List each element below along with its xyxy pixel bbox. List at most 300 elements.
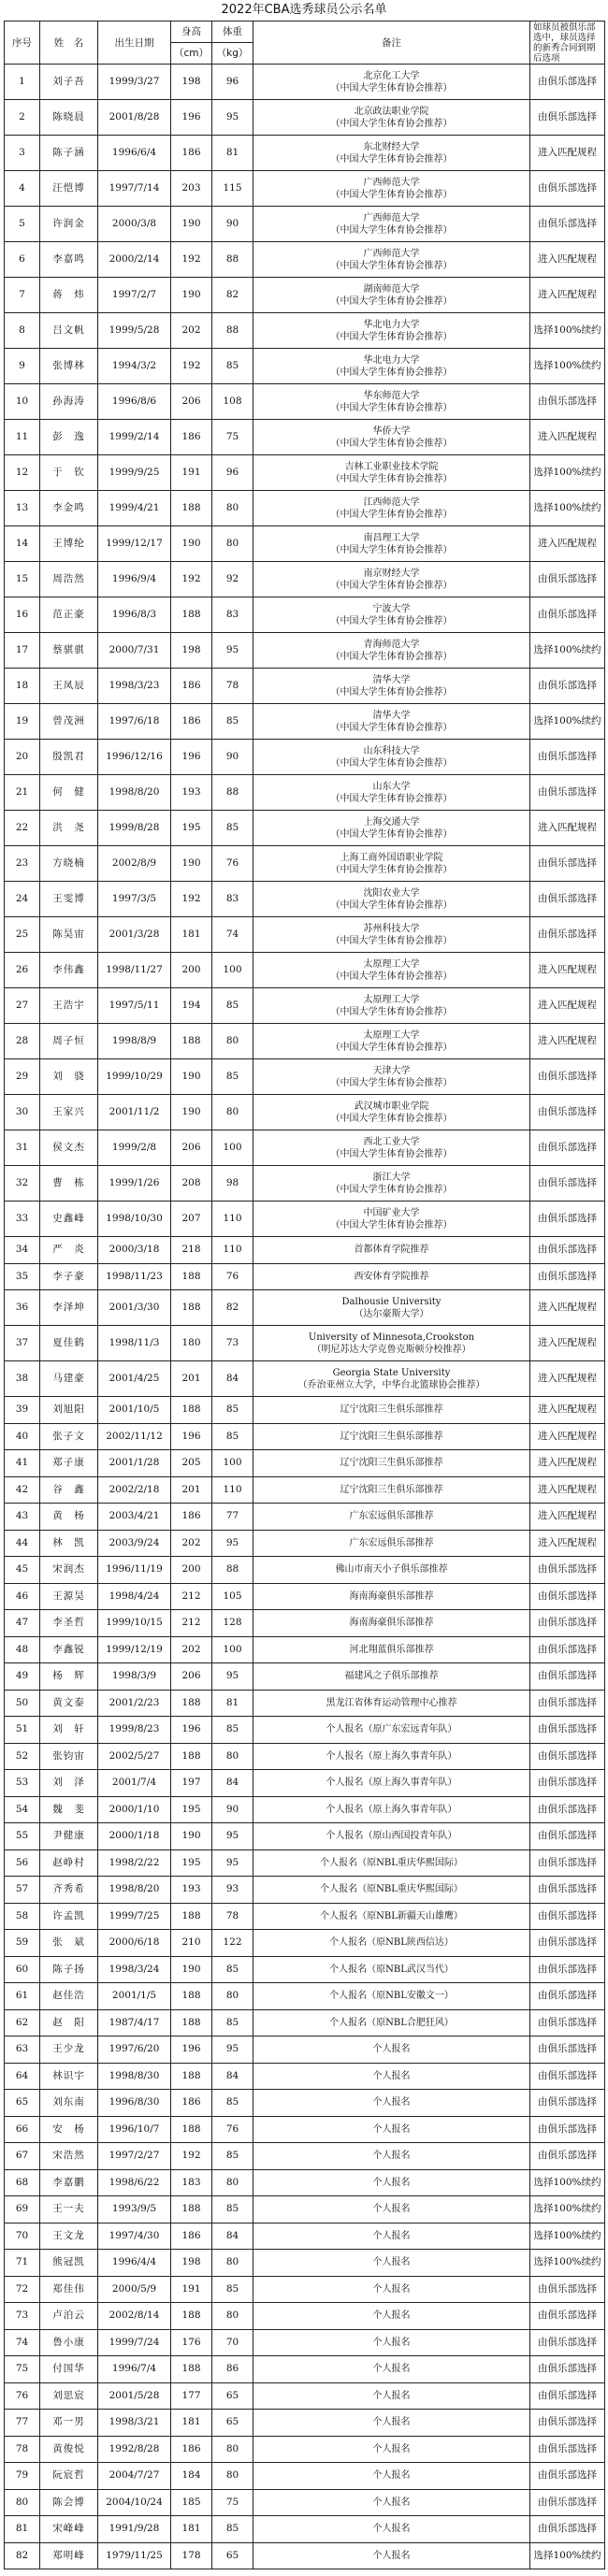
birth-date: 2002/8/14 bbox=[98, 2303, 171, 2330]
remark bbox=[253, 1743, 530, 1770]
row-number: 57 bbox=[5, 1877, 40, 1904]
player-name: 吕文帆 bbox=[40, 313, 98, 349]
header-weight-unit: （kg） bbox=[212, 43, 253, 65]
remark bbox=[253, 2169, 530, 2196]
weight-value: 95 bbox=[212, 633, 253, 669]
birth-date: 1998/3/23 bbox=[98, 669, 171, 704]
remark bbox=[253, 384, 530, 420]
remark-line: 个人报名 bbox=[372, 2123, 411, 2135]
table-row bbox=[5, 384, 605, 420]
height-value: 206 bbox=[171, 384, 212, 420]
birth-date: 1998/8/20 bbox=[98, 775, 171, 811]
header-index: 序号 bbox=[5, 22, 40, 65]
remark bbox=[253, 811, 530, 846]
height-value: 190 bbox=[171, 1823, 212, 1850]
remark bbox=[253, 526, 530, 562]
player-name: 史鑫峰 bbox=[40, 1202, 98, 1237]
player-name: 李金鸣 bbox=[40, 491, 98, 526]
weight-value: 80 bbox=[212, 1743, 253, 1770]
table-row bbox=[5, 65, 605, 100]
row-number: 29 bbox=[5, 1059, 40, 1095]
table-row bbox=[5, 2382, 605, 2410]
remark-line: 个人报名 bbox=[372, 2390, 411, 2401]
birth-date: 1999/8/23 bbox=[98, 1717, 171, 1744]
remark bbox=[253, 1263, 530, 1290]
remark bbox=[253, 1361, 530, 1397]
player-name: 孙海涛 bbox=[40, 384, 98, 420]
contract-option: 进入匹配规程 bbox=[530, 1530, 605, 1557]
contract-option: 由俱乐部选择 bbox=[530, 1263, 605, 1290]
contract-option: 进入匹配规程 bbox=[530, 811, 605, 846]
remark-line: Dalhousie University bbox=[341, 1296, 442, 1307]
height-value: 197 bbox=[171, 1770, 212, 1797]
remark-line: 个人报名 bbox=[372, 2097, 411, 2108]
height-value: 212 bbox=[171, 1583, 212, 1610]
height-value: 205 bbox=[171, 1450, 212, 1477]
contract-option: 选择100%续约 bbox=[530, 455, 605, 491]
player-name: 王源昊 bbox=[40, 1583, 98, 1610]
contract-option: 选择100%续约 bbox=[530, 2250, 605, 2277]
birth-date: 1999/5/28 bbox=[98, 313, 171, 349]
row-number: 55 bbox=[5, 1823, 40, 1850]
player-name: 李嘉鹏 bbox=[40, 2169, 98, 2196]
remark-line: （中国大学生体育协会推荐） bbox=[330, 1184, 453, 1195]
remark-line: （中国大学生体育协会推荐） bbox=[330, 544, 453, 555]
remark-line: （中国大学生体育协会推荐） bbox=[330, 1113, 453, 1124]
table-row bbox=[5, 1663, 605, 1691]
table-row bbox=[5, 1583, 605, 1610]
player-name: 尹健康 bbox=[40, 1823, 98, 1850]
remark bbox=[253, 65, 530, 100]
weight-value: 65 bbox=[212, 2542, 253, 2569]
birth-date: 1992/8/28 bbox=[98, 2436, 171, 2463]
player-name: 夏佳鹤 bbox=[40, 1326, 98, 1361]
player-name: 殷凯君 bbox=[40, 740, 98, 775]
row-number: 80 bbox=[5, 2489, 40, 2516]
weight-value: 85 bbox=[212, 811, 253, 846]
table-row bbox=[5, 1903, 605, 1930]
remark-line: 个人报名 bbox=[372, 2151, 411, 2162]
height-value: 206 bbox=[171, 1663, 212, 1691]
player-name: 王一夫 bbox=[40, 2196, 98, 2223]
birth-date: 1996/6/4 bbox=[98, 136, 171, 171]
table-row bbox=[5, 2169, 605, 2196]
player-name: 刘旭阳 bbox=[40, 1397, 98, 1424]
header-contract-option: 如球员被俱乐部选中，球员选择的新秀合同到期后选项 bbox=[530, 22, 605, 65]
remark-line: 个人报名（原NBL合肥狂风） bbox=[329, 2017, 454, 2028]
weight-value: 98 bbox=[212, 1166, 253, 1202]
weight-value: 122 bbox=[212, 1930, 253, 1957]
birth-date: 2001/2/23 bbox=[98, 1690, 171, 1717]
row-number: 30 bbox=[5, 1095, 40, 1130]
remark-line: 东北财经大学 bbox=[363, 141, 420, 152]
row-number: 82 bbox=[5, 2542, 40, 2569]
remark-line: 个人报名（原NBL重庆华熙国际） bbox=[320, 1884, 463, 1895]
row-number: 7 bbox=[5, 278, 40, 313]
remark bbox=[253, 100, 530, 136]
birth-date: 1997/6/20 bbox=[98, 2036, 171, 2064]
row-number: 67 bbox=[5, 2143, 40, 2170]
remark-line: （中国大学生体育协会推荐） bbox=[330, 757, 453, 769]
contract-option: 由俱乐部选择 bbox=[530, 1166, 605, 1202]
height-value: 192 bbox=[171, 349, 212, 384]
player-name: 陈晓晨 bbox=[40, 100, 98, 136]
row-number: 23 bbox=[5, 846, 40, 882]
remark-line: 个人报名（原NBL陕西信达） bbox=[329, 1937, 454, 1949]
contract-option: 由俱乐部选择 bbox=[530, 1557, 605, 1584]
remark-line: 个人报名 bbox=[372, 2364, 411, 2375]
height-value: 192 bbox=[171, 242, 212, 278]
birth-date: 1997/2/7 bbox=[98, 278, 171, 313]
remark-line: 武汉城市职业学院 bbox=[354, 1101, 429, 1112]
table-row bbox=[5, 2436, 605, 2463]
weight-value: 115 bbox=[212, 171, 253, 207]
remark bbox=[253, 2489, 530, 2516]
player-name: 赵峥村 bbox=[40, 1849, 98, 1877]
table-row bbox=[5, 491, 605, 526]
weight-value: 95 bbox=[212, 1849, 253, 1877]
player-name: 方晓楠 bbox=[40, 846, 98, 882]
remark-line: 山东大学 bbox=[372, 781, 411, 792]
row-number: 22 bbox=[5, 811, 40, 846]
player-name: 许润金 bbox=[40, 207, 98, 242]
remark-line: 中国矿业大学 bbox=[363, 1207, 420, 1218]
header-row bbox=[5, 22, 605, 43]
height-value: 176 bbox=[171, 2329, 212, 2356]
birth-date: 1996/10/7 bbox=[98, 2116, 171, 2143]
player-name: 刘思宸 bbox=[40, 2382, 98, 2410]
player-name: 李圣哲 bbox=[40, 1610, 98, 1637]
height-value: 186 bbox=[171, 420, 212, 455]
weight-value: 95 bbox=[212, 1530, 253, 1557]
remark-line: 华北电力大学 bbox=[363, 354, 420, 366]
table-row bbox=[5, 1770, 605, 1797]
contract-option: 由俱乐部选择 bbox=[530, 2436, 605, 2463]
weight-value: 86 bbox=[212, 2356, 253, 2383]
player-name: 李子豪 bbox=[40, 1263, 98, 1290]
remark bbox=[253, 1717, 530, 1744]
birth-date: 1997/6/18 bbox=[98, 704, 171, 740]
row-number: 58 bbox=[5, 1903, 40, 1930]
contract-option: 选择100%续约 bbox=[530, 349, 605, 384]
weight-value: 85 bbox=[212, 1397, 253, 1424]
height-value: 194 bbox=[171, 988, 212, 1024]
weight-value: 75 bbox=[212, 2489, 253, 2516]
player-name: 刘子吾 bbox=[40, 65, 98, 100]
height-value: 188 bbox=[171, 1690, 212, 1717]
weight-value: 81 bbox=[212, 136, 253, 171]
header-remark: 备注 bbox=[253, 22, 530, 65]
weight-value: 110 bbox=[212, 1237, 253, 1264]
remark-line: （中国大学生体育协会推荐） bbox=[330, 971, 453, 982]
player-name: 王雯博 bbox=[40, 882, 98, 917]
player-name: 杨 辉 bbox=[40, 1663, 98, 1691]
remark bbox=[253, 1610, 530, 1637]
table-row bbox=[5, 1743, 605, 1770]
row-number: 64 bbox=[5, 2063, 40, 2090]
height-value: 193 bbox=[171, 775, 212, 811]
remark-line: 个人报名 bbox=[372, 2230, 411, 2241]
height-value: 188 bbox=[171, 2196, 212, 2223]
remark bbox=[253, 1166, 530, 1202]
birth-date: 2000/5/9 bbox=[98, 2276, 171, 2303]
table-row bbox=[5, 2356, 605, 2383]
table-row bbox=[5, 669, 605, 704]
height-value: 200 bbox=[171, 953, 212, 988]
row-number: 46 bbox=[5, 1583, 40, 1610]
height-value: 195 bbox=[171, 811, 212, 846]
contract-option: 选择100%续约 bbox=[530, 491, 605, 526]
row-number: 45 bbox=[5, 1557, 40, 1584]
player-name: 王家兴 bbox=[40, 1095, 98, 1130]
player-name: 洪 尧 bbox=[40, 811, 98, 846]
row-number: 48 bbox=[5, 1636, 40, 1663]
remark-line: 个人报名 bbox=[372, 2283, 411, 2295]
weight-value: 76 bbox=[212, 1263, 253, 1290]
remark-line: 江西师范大学 bbox=[363, 496, 420, 508]
table-row bbox=[5, 2329, 605, 2356]
remark-line: （中国大学生体育协会推荐） bbox=[330, 82, 453, 94]
player-name: 彭 逸 bbox=[40, 420, 98, 455]
height-value: 196 bbox=[171, 1717, 212, 1744]
birth-date: 1999/8/28 bbox=[98, 811, 171, 846]
remark-line: 个人报名 bbox=[372, 2417, 411, 2428]
weight-value: 110 bbox=[212, 1202, 253, 1237]
player-name: 卢泊云 bbox=[40, 2303, 98, 2330]
player-name: 黄文泰 bbox=[40, 1690, 98, 1717]
row-number: 51 bbox=[5, 1717, 40, 1744]
contract-option: 由俱乐部选择 bbox=[530, 2276, 605, 2303]
height-value: 196 bbox=[171, 2036, 212, 2064]
contract-option: 由俱乐部选择 bbox=[530, 2063, 605, 2090]
contract-option: 进入匹配规程 bbox=[530, 1450, 605, 1477]
remark-line: （中国大学生体育协会推荐） bbox=[330, 509, 453, 520]
weight-value: 83 bbox=[212, 597, 253, 633]
contract-option: 由俱乐部选择 bbox=[530, 1237, 605, 1264]
birth-date: 1996/9/4 bbox=[98, 562, 171, 597]
weight-value: 85 bbox=[212, 2516, 253, 2543]
remark-line: （中国大学生体育协会推荐） bbox=[330, 1077, 453, 1088]
remark-line: 辽宁沈阳三生俱乐部推荐 bbox=[340, 1431, 443, 1442]
remark-line: （中国大学生体育协会推荐） bbox=[330, 367, 453, 378]
remark-line: （中国大学生体育协会推荐） bbox=[330, 615, 453, 626]
contract-option: 进入匹配规程 bbox=[530, 953, 605, 988]
weight-value: 73 bbox=[212, 1326, 253, 1361]
player-name: 刘 泽 bbox=[40, 1770, 98, 1797]
birth-date: 1999/7/25 bbox=[98, 1903, 171, 1930]
height-value: 190 bbox=[171, 846, 212, 882]
height-value: 186 bbox=[171, 669, 212, 704]
remark-line: 清华大学 bbox=[372, 710, 411, 721]
remark bbox=[253, 882, 530, 917]
weight-value: 110 bbox=[212, 1476, 253, 1504]
height-value: 200 bbox=[171, 1557, 212, 1584]
remark-line: 个人报名（原上海久事青年队） bbox=[326, 1804, 457, 1815]
row-number: 35 bbox=[5, 1263, 40, 1290]
weight-value: 85 bbox=[212, 2090, 253, 2117]
height-value: 218 bbox=[171, 1237, 212, 1264]
weight-value: 80 bbox=[212, 526, 253, 562]
height-value: 190 bbox=[171, 1095, 212, 1130]
contract-option: 由俱乐部选择 bbox=[530, 1903, 605, 1930]
birth-date: 1999/4/21 bbox=[98, 491, 171, 526]
birth-date: 1999/3/27 bbox=[98, 65, 171, 100]
player-name: 周浩然 bbox=[40, 562, 98, 597]
row-number: 66 bbox=[5, 2116, 40, 2143]
remark-line: 北京政法职业学院 bbox=[354, 106, 429, 117]
player-name: 范正豪 bbox=[40, 597, 98, 633]
remark bbox=[253, 1326, 530, 1361]
row-number: 33 bbox=[5, 1202, 40, 1237]
contract-option: 由俱乐部选择 bbox=[530, 2090, 605, 2117]
height-value: 208 bbox=[171, 1166, 212, 1202]
remark-line: 太原理工大学 bbox=[363, 958, 420, 970]
row-number: 70 bbox=[5, 2223, 40, 2250]
birth-date: 1998/11/23 bbox=[98, 1263, 171, 1290]
header-name: 姓 名 bbox=[40, 22, 98, 65]
height-value: 186 bbox=[171, 704, 212, 740]
height-value: 193 bbox=[171, 1877, 212, 1904]
contract-option: 选择100%续约 bbox=[530, 633, 605, 669]
weight-value: 84 bbox=[212, 1361, 253, 1397]
height-value: 190 bbox=[171, 278, 212, 313]
table-row bbox=[5, 1504, 605, 1531]
player-name: 陈会博 bbox=[40, 2489, 98, 2516]
contract-option: 进入匹配规程 bbox=[530, 1504, 605, 1531]
row-number: 4 bbox=[5, 171, 40, 207]
weight-value: 85 bbox=[212, 1956, 253, 1983]
player-roster-table bbox=[4, 21, 605, 2569]
remark bbox=[253, 2009, 530, 2036]
contract-option: 由俱乐部选择 bbox=[530, 740, 605, 775]
player-name: 陈昊宙 bbox=[40, 917, 98, 953]
row-number: 78 bbox=[5, 2436, 40, 2463]
birth-date: 1999/7/24 bbox=[98, 2329, 171, 2356]
table-row bbox=[5, 2090, 605, 2117]
height-value: 207 bbox=[171, 1202, 212, 1237]
height-value: 188 bbox=[171, 2009, 212, 2036]
contract-option: 由俱乐部选择 bbox=[530, 882, 605, 917]
remark bbox=[253, 2196, 530, 2223]
remark-line: 海南海豪俱乐部推荐 bbox=[349, 1590, 434, 1602]
weight-value: 90 bbox=[212, 1796, 253, 1823]
weight-value: 78 bbox=[212, 1903, 253, 1930]
remark-line: （中国大学生体育协会推荐） bbox=[330, 438, 453, 449]
birth-date: 1999/12/19 bbox=[98, 1636, 171, 1663]
height-value: 188 bbox=[171, 597, 212, 633]
remark-line: 广东宏远俱乐部推荐 bbox=[349, 1537, 434, 1548]
row-number: 31 bbox=[5, 1130, 40, 1166]
table-row bbox=[5, 420, 605, 455]
contract-option: 由俱乐部选择 bbox=[530, 846, 605, 882]
row-number: 44 bbox=[5, 1530, 40, 1557]
contract-option: 由俱乐部选择 bbox=[530, 65, 605, 100]
height-value: 206 bbox=[171, 1130, 212, 1166]
remark bbox=[253, 1930, 530, 1957]
remark-line: 清华大学 bbox=[372, 674, 411, 685]
table-row bbox=[5, 2410, 605, 2437]
height-value: 188 bbox=[171, 1903, 212, 1930]
birth-date: 2003/9/24 bbox=[98, 1530, 171, 1557]
birth-date: 1996/8/6 bbox=[98, 384, 171, 420]
player-name: 王文龙 bbox=[40, 2223, 98, 2250]
birth-date: 1996/12/16 bbox=[98, 740, 171, 775]
contract-option: 由俱乐部选择 bbox=[530, 2036, 605, 2064]
contract-option: 进入匹配规程 bbox=[530, 1290, 605, 1326]
remark-line: （明尼苏达大学克鲁克斯顿分校推荐） bbox=[311, 1344, 471, 1355]
weight-value: 84 bbox=[212, 2223, 253, 2250]
weight-value: 80 bbox=[212, 1983, 253, 2010]
remark bbox=[253, 136, 530, 171]
remark-line: 个人报名（原NBL武汉当代） bbox=[329, 1964, 454, 1975]
table-row bbox=[5, 1130, 605, 1166]
weight-value: 82 bbox=[212, 278, 253, 313]
remark-line: （中国大学生体育协会推荐） bbox=[330, 1042, 453, 1053]
row-number: 15 bbox=[5, 562, 40, 597]
player-name: 蒋 炜 bbox=[40, 278, 98, 313]
remark-line: （乔治亚州立大学，中华台北篮球协会推荐） bbox=[297, 1379, 485, 1390]
contract-option: 进入匹配规程 bbox=[530, 420, 605, 455]
remark bbox=[253, 2436, 530, 2463]
height-value: 181 bbox=[171, 917, 212, 953]
birth-date: 1999/2/14 bbox=[98, 420, 171, 455]
contract-option: 由俱乐部选择 bbox=[530, 100, 605, 136]
weight-value: 100 bbox=[212, 1450, 253, 1477]
table-row bbox=[5, 811, 605, 846]
remark bbox=[253, 1983, 530, 2010]
contract-option: 由俱乐部选择 bbox=[530, 1202, 605, 1237]
height-value: 212 bbox=[171, 1610, 212, 1637]
weight-value: 65 bbox=[212, 2382, 253, 2410]
document-title: 2022年CBA选秀球员公示名单 bbox=[221, 3, 387, 17]
player-name: 齐秀希 bbox=[40, 1877, 98, 1904]
contract-option: 由俱乐部选择 bbox=[530, 2143, 605, 2170]
remark bbox=[253, 1024, 530, 1059]
remark-line: 佛山市南天小子俱乐部推荐 bbox=[335, 1564, 448, 1576]
birth-date: 1996/8/3 bbox=[98, 597, 171, 633]
remark bbox=[253, 2303, 530, 2330]
table-row bbox=[5, 2063, 605, 2090]
contract-option: 选择100%续约 bbox=[530, 313, 605, 349]
height-value: 181 bbox=[171, 2516, 212, 2543]
remark-line: 西北工业大学 bbox=[363, 1136, 420, 1147]
birth-date: 1997/3/5 bbox=[98, 882, 171, 917]
row-number: 76 bbox=[5, 2382, 40, 2410]
player-name: 曹 栋 bbox=[40, 1166, 98, 1202]
contract-option: 由俱乐部选择 bbox=[530, 1983, 605, 2010]
remark-line: 吉林工业职业技术学院 bbox=[344, 461, 439, 472]
weight-value: 95 bbox=[212, 1663, 253, 1691]
table-row bbox=[5, 775, 605, 811]
player-name: 刘 轩 bbox=[40, 1717, 98, 1744]
row-number: 18 bbox=[5, 669, 40, 704]
contract-option: 由俱乐部选择 bbox=[530, 2303, 605, 2330]
table-row bbox=[5, 953, 605, 988]
table-row bbox=[5, 242, 605, 278]
table-row bbox=[5, 136, 605, 171]
table-row bbox=[5, 1823, 605, 1850]
contract-option: 由俱乐部选择 bbox=[530, 917, 605, 953]
contract-option: 选择100%续约 bbox=[530, 2169, 605, 2196]
birth-date: 1997/5/11 bbox=[98, 988, 171, 1024]
remark bbox=[253, 669, 530, 704]
remark bbox=[253, 1476, 530, 1504]
row-number: 50 bbox=[5, 1690, 40, 1717]
birth-date: 2001/10/5 bbox=[98, 1397, 171, 1424]
row-number: 62 bbox=[5, 2009, 40, 2036]
birth-date: 1991/9/28 bbox=[98, 2516, 171, 2543]
weight-value: 85 bbox=[212, 1423, 253, 1450]
